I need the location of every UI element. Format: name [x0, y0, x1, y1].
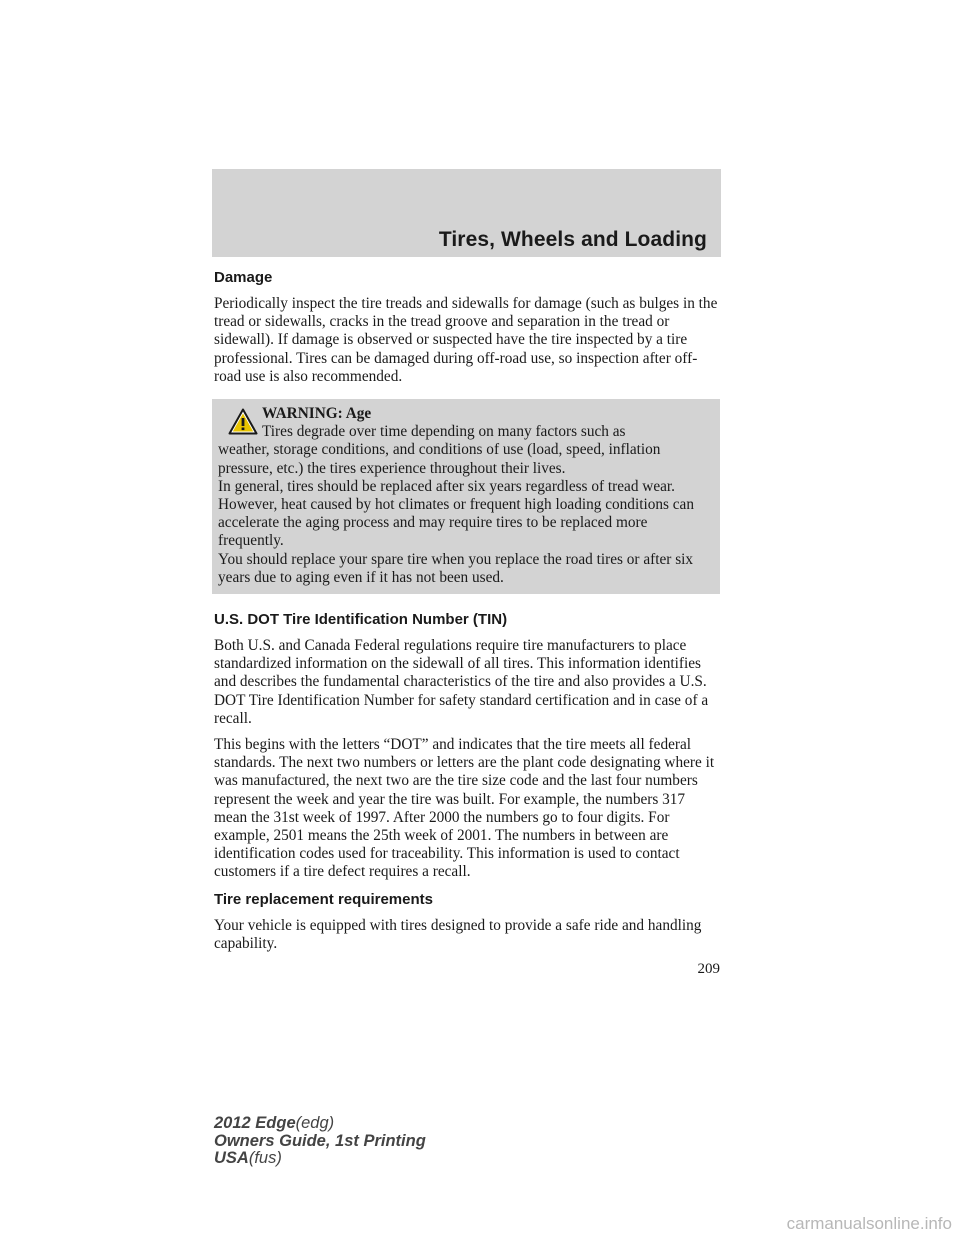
- section-header: [212, 169, 721, 257]
- footer-region-code: (fus): [248, 1149, 282, 1167]
- replacement-paragraph: Your vehicle is equipped with tires designed to provide a safe ride and handling capability.: [214, 916, 702, 952]
- footer-model-line: [214, 1115, 426, 1133]
- damage-paragraph: Periodically inspect the tire treads and sidewalls for damage (such as bulges in the tread or sidewalls, cracks in the tread groove and separation in the tread or sidewall). If damage is observed or suspected have the tire inspected by a tire professional. Tires can be damaged during off-road use, so inspection after off-road use is also recommended.: [214, 295, 718, 385]
- footer-region: USA: [214, 1149, 249, 1167]
- footer-model-code: (edg): [295, 1114, 335, 1132]
- warning-title: WARNING: Age: [262, 405, 372, 423]
- replacement-heading: Tire replacement requirements: [214, 890, 433, 908]
- page-number: 209: [697, 961, 720, 977]
- watermark: carmanualsonline.info: [786, 1214, 952, 1233]
- footer-region-line: [214, 1150, 426, 1168]
- section-title: Tires, Wheels and Loading: [438, 228, 707, 251]
- tin-paragraph-dot: This begins with the letters “DOT” and indicates that the tire meets all federal standards. The next two numbers or letters are the plant code designating where it was manufactured, the next two are the tire size code and the last four numbers represent the week and year the tire was built. For example, the numbers 317 mean the 31st week of 1997. After 2000 the numbers go to four digits. For example, 2501 means the 25th week of 2001. The numbers in between are identification codes used for traceability. This information is used to contact customers if a tire defect requires a recall.: [214, 736, 715, 881]
- tin-heading: U.S. DOT Tire Identification Number (TIN): [214, 611, 508, 629]
- warning-text-continued: weather, storage conditions, and conditions of use (load, speed, inflation pressure, etc.) the tires experience throughout their lives.: [218, 441, 661, 477]
- damage-heading: Damage: [214, 269, 273, 286]
- warning-triangle-icon: [228, 408, 258, 435]
- footer-model: 2012 Edge: [214, 1114, 296, 1132]
- warning-text-replace: In general, tires should be replaced after six years regardless of tread wear. However, heat caused by hot climates or frequent high loading conditions can accelerate the aging process and may require tires to be replaced more frequently.: [218, 477, 694, 550]
- document-footer: [214, 1115, 426, 1168]
- footer-guide-line: Owners Guide, 1st Printing: [214, 1131, 426, 1150]
- warning-box: [212, 399, 720, 594]
- tin-paragraph-regulations: Both U.S. and Canada Federal regulations require tire manufacturers to place standardized information on the sidewall of all tires. This information identifies and describes the fundamental characteristics of the tire and also provides a U.S. DOT Tire Identification Number for safety standard certification and in case of a recall.: [214, 637, 709, 727]
- page-content: [214, 268, 720, 961]
- warning-text-line: Tires degrade over time depending on many factors such as: [262, 423, 626, 441]
- warning-text-spare: You should replace your spare tire when you replace the road tires or after six years due to aging even if it has not been used.: [218, 550, 694, 586]
